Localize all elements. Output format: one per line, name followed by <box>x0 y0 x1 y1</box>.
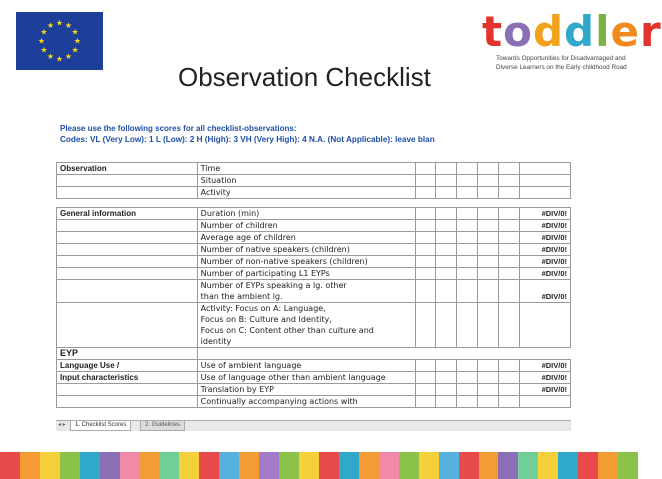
row-label[interactable]: Duration (min) <box>197 208 415 220</box>
stripe-segment <box>558 452 578 479</box>
stripe-segment <box>498 452 518 479</box>
stripe-segment <box>479 452 499 479</box>
stripe-segment <box>518 452 538 479</box>
instruction-text: Please use the following scores for all checklist-observations: <box>60 124 297 133</box>
stripe-segment <box>140 452 160 479</box>
stripe-segment <box>160 452 180 479</box>
stripe-segment <box>419 452 439 479</box>
eu-star-icon: ★ <box>73 36 82 46</box>
table-row <box>57 303 571 348</box>
stripe-segment <box>239 452 259 479</box>
eu-flag-logo <box>16 12 103 70</box>
stripe-segment <box>439 452 459 479</box>
sheet-nav-arrows-icon[interactable]: ◂ ▸ <box>58 422 66 428</box>
eu-star-icon: ★ <box>71 27 79 37</box>
eu-star-icon: ★ <box>46 20 55 30</box>
section-language-use: Language Use / <box>57 360 198 372</box>
stripe-segment <box>359 452 379 479</box>
formula-result[interactable]: #DIV/0! <box>520 256 571 268</box>
eu-star-icon: ★ <box>64 52 73 62</box>
decorative-color-stripe <box>0 452 638 479</box>
row-label[interactable]: Continually accompanying actions with <box>197 396 415 408</box>
table-row <box>57 396 571 408</box>
table-row <box>57 372 571 384</box>
toddler-logo <box>482 7 662 80</box>
checklist-table <box>56 162 571 408</box>
formula-result[interactable] <box>520 396 571 408</box>
table-row <box>57 175 571 187</box>
stripe-segment <box>598 452 618 479</box>
eu-star-icon: ★ <box>46 52 55 62</box>
row-label[interactable]: Average age of children <box>197 232 415 244</box>
logo-letter: e <box>610 7 640 56</box>
table-row <box>57 163 571 175</box>
stripe-segment <box>20 452 40 479</box>
row-label[interactable]: Number of children <box>197 220 415 232</box>
sheet-tab-bar <box>56 420 571 431</box>
row-label[interactable]: Use of ambient language <box>197 360 415 372</box>
eu-star-icon: ★ <box>55 18 64 28</box>
table-row <box>57 268 571 280</box>
row-label[interactable]: Number of non-native speakers (children) <box>197 256 415 268</box>
row-label-multiline[interactable]: Activity: Focus on A: Language, Focus on B: Culture and Identity, Focus on C: Content other than culture and identity <box>197 303 415 348</box>
codes-legend: Codes: VL (Very Low): 1 L (Low): 2 H (High): 3 VH (Very High): 4 N.A. (Not Applicable): leave blan <box>60 135 435 144</box>
row-label[interactable]: Activity <box>197 187 415 199</box>
stripe-segment <box>80 452 100 479</box>
eu-star-icon: ★ <box>55 54 64 64</box>
table-row <box>57 244 571 256</box>
stripe-segment <box>379 452 399 479</box>
stripe-segment <box>40 452 60 479</box>
logo-letter: l <box>595 7 611 56</box>
section-eyp: EYP <box>57 348 198 360</box>
row-label[interactable]: Time <box>197 163 415 175</box>
stripe-segment <box>199 452 219 479</box>
stripe-segment <box>339 452 359 479</box>
row-label[interactable]: Number of native speakers (children) <box>197 244 415 256</box>
formula-result[interactable]: #DIV/0! <box>520 280 571 303</box>
table-row <box>57 280 571 303</box>
stripe-segment <box>618 452 638 479</box>
stripe-segment <box>259 452 279 479</box>
stripe-segment <box>120 452 140 479</box>
row-label-multiline[interactable]: Number of EYPs speaking a lg. other than the ambient lg. <box>197 280 415 303</box>
logo-letter: t <box>482 7 504 56</box>
section-input-characteristics: Input characteristics <box>57 372 198 384</box>
stripe-segment <box>100 452 120 479</box>
stripe-segment <box>179 452 199 479</box>
table-row <box>57 208 571 220</box>
table-row <box>57 348 571 360</box>
tab-guidelines[interactable]: 2. Guidelines <box>140 421 185 431</box>
stripe-segment <box>299 452 319 479</box>
table-row <box>57 360 571 372</box>
eu-star-icon: ★ <box>37 36 46 46</box>
table-row <box>57 187 571 199</box>
section-general-information: General information <box>57 208 198 220</box>
formula-result[interactable]: #DIV/0! <box>520 220 571 232</box>
table-row <box>57 232 571 244</box>
eu-star-icon: ★ <box>64 20 73 30</box>
stripe-segment <box>219 452 239 479</box>
table-row <box>57 220 571 232</box>
stripe-segment <box>319 452 339 479</box>
stripe-segment <box>578 452 598 479</box>
checklist-spreadsheet <box>56 120 571 430</box>
logo-letter: r <box>640 7 662 56</box>
formula-result[interactable]: #DIV/0! <box>520 208 571 220</box>
toddler-logo-wordmark <box>482 7 662 56</box>
logo-letter: d <box>532 7 565 56</box>
stripe-segment <box>399 452 419 479</box>
formula-result[interactable]: #DIV/0! <box>520 384 571 396</box>
formula-result[interactable]: #DIV/0! <box>520 232 571 244</box>
row-label[interactable]: Situation <box>197 175 415 187</box>
slide-title: Observation Checklist <box>178 62 431 92</box>
logo-letter: o <box>503 7 533 56</box>
formula-result[interactable]: #DIV/0! <box>520 372 571 384</box>
tab-checklist-scores[interactable]: 1. Checklist Scores <box>70 421 131 431</box>
table-row <box>57 384 571 396</box>
formula-result[interactable]: #DIV/0! <box>520 268 571 280</box>
formula-result[interactable]: #DIV/0! <box>520 244 571 256</box>
eu-star-icon: ★ <box>71 45 79 55</box>
stripe-segment <box>279 452 299 479</box>
stripe-segment <box>0 452 20 479</box>
logo-letter: d <box>564 7 596 56</box>
logo-tagline-2: Diverse Learners on the Early childhood Road <box>496 64 627 71</box>
stripe-segment <box>538 452 558 479</box>
row-label[interactable]: Number of participating L1 EYPs <box>197 268 415 280</box>
section-observation: Observation <box>57 163 198 175</box>
logo-tagline-1: Towards Opportunities for Disadvantaged and <box>496 55 626 62</box>
row-label[interactable]: Translation by EYP <box>197 384 415 396</box>
table-row <box>57 256 571 268</box>
stripe-segment <box>459 452 479 479</box>
row-label[interactable]: Use of language other than ambient language <box>197 372 415 384</box>
eu-star-icon: ★ <box>40 45 48 55</box>
eu-star-icon: ★ <box>40 27 48 37</box>
formula-result[interactable]: #DIV/0! <box>520 360 571 372</box>
stripe-segment <box>60 452 80 479</box>
